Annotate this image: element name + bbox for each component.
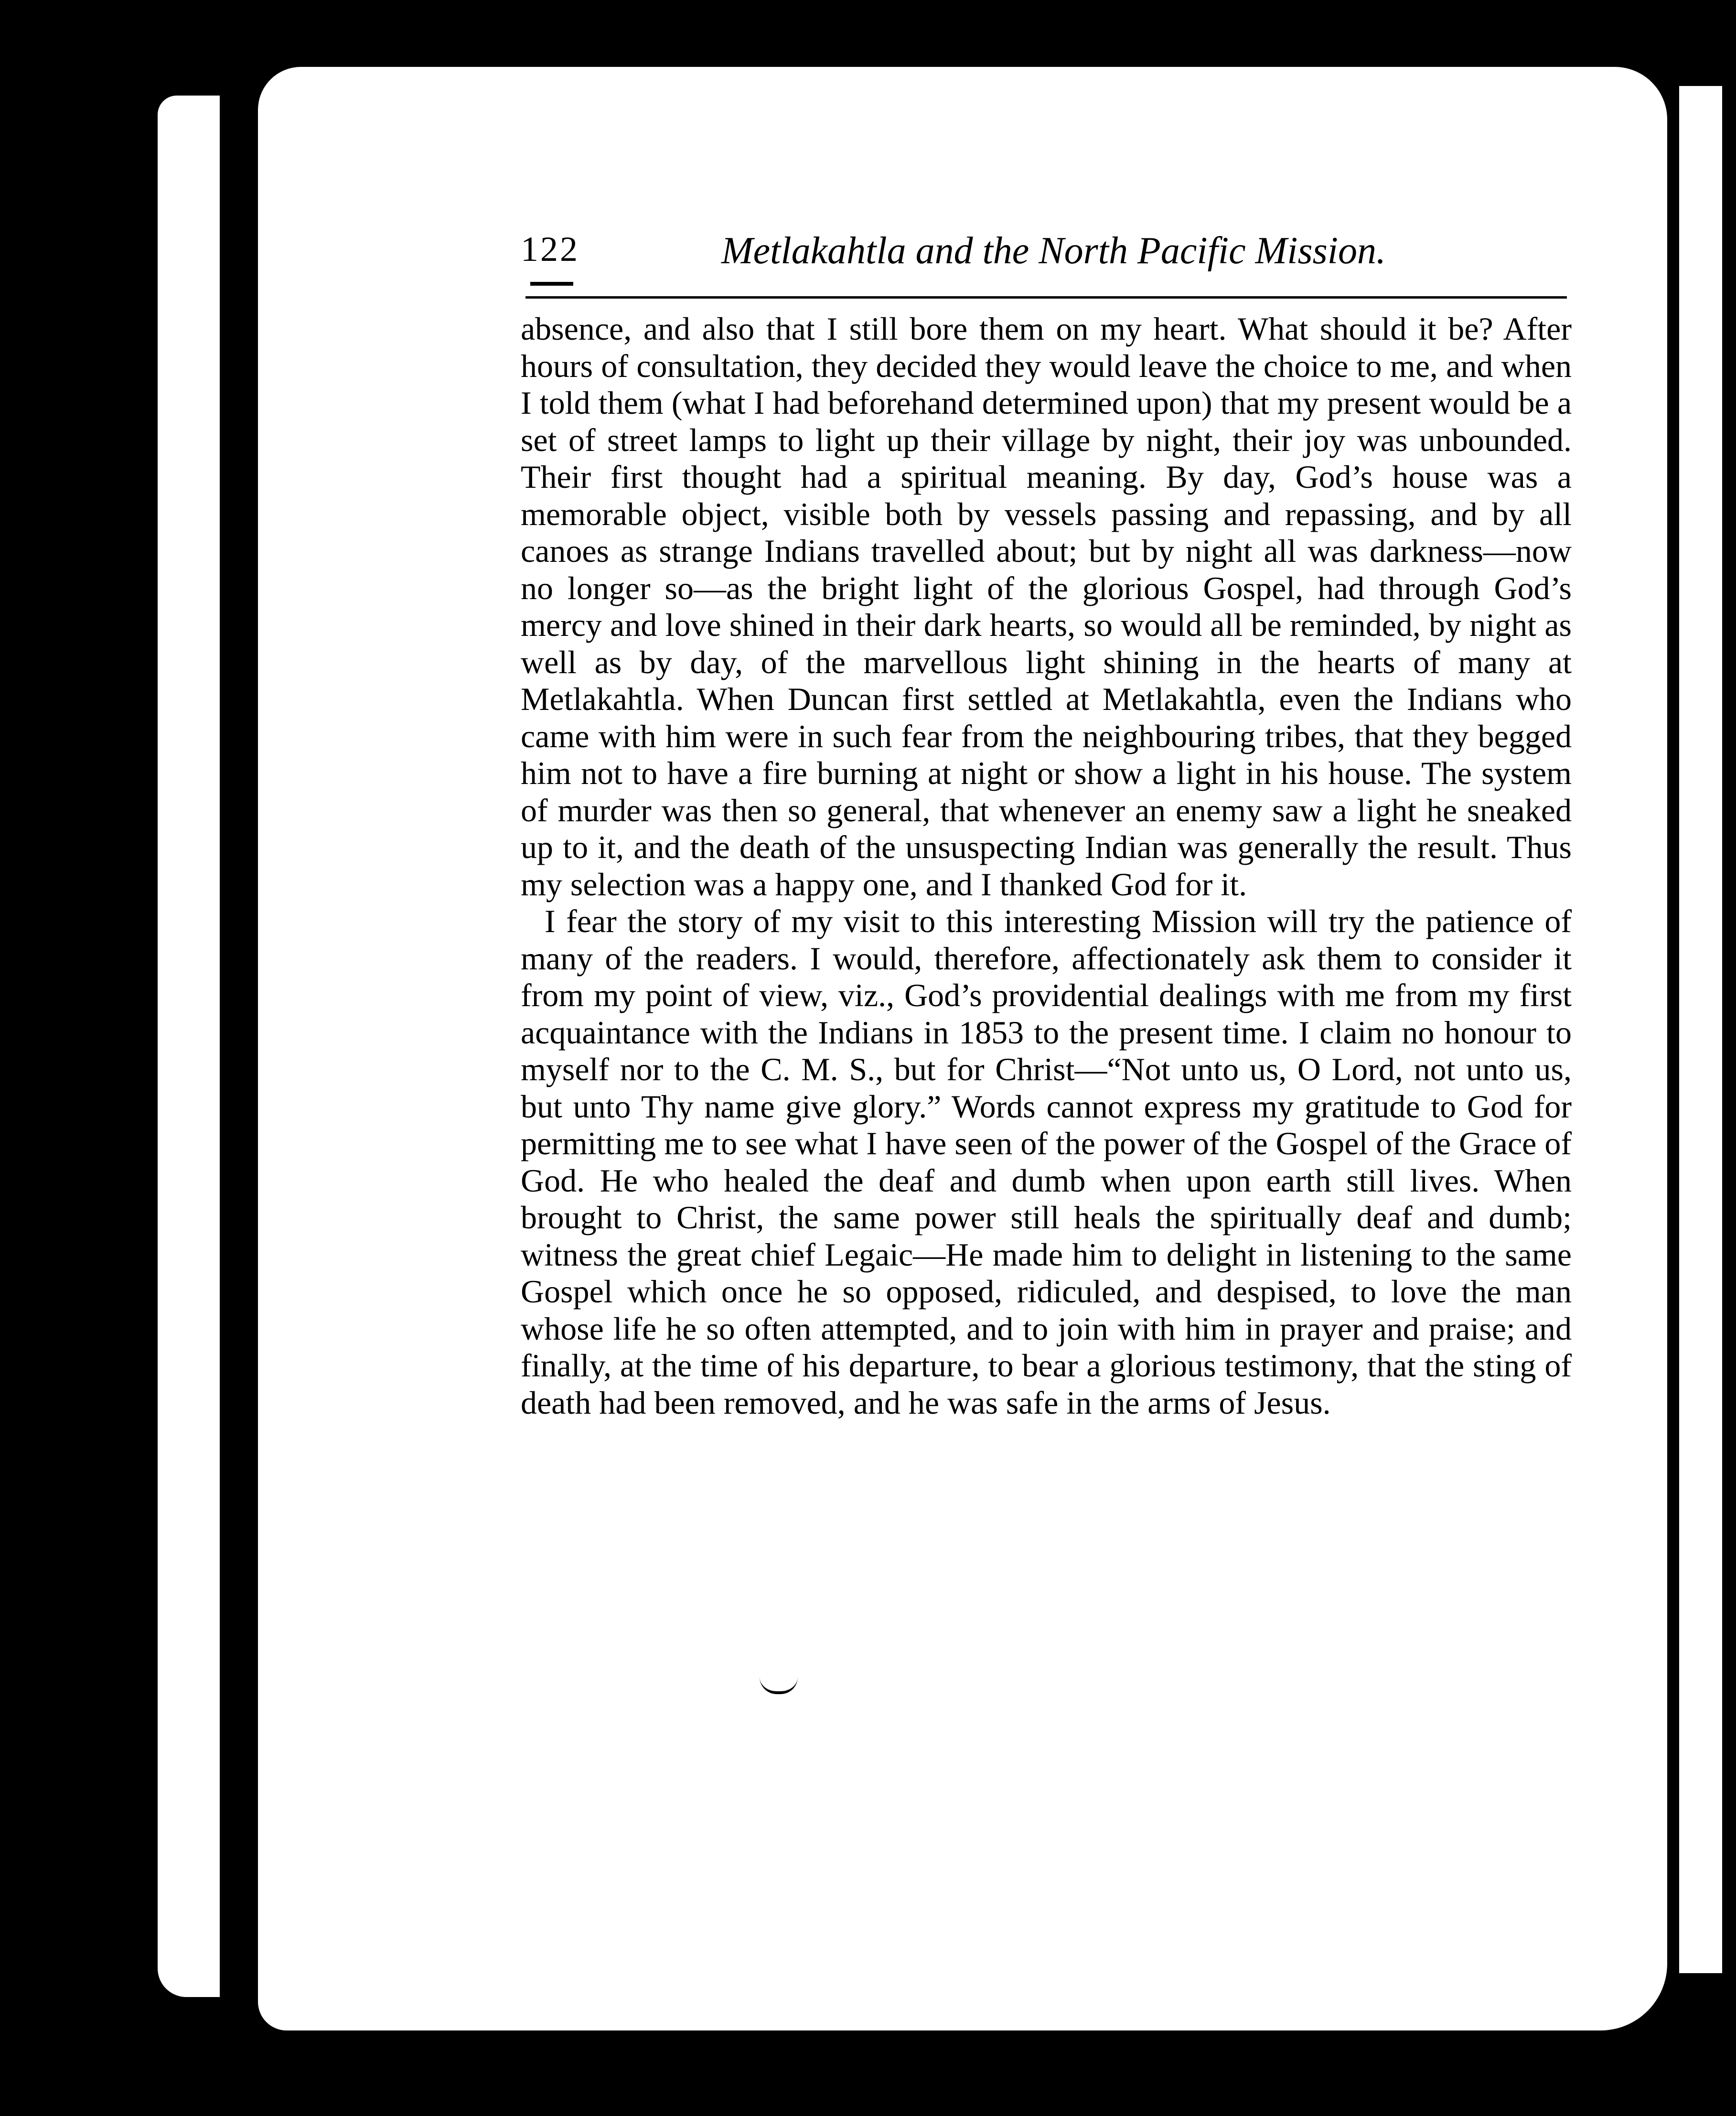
running-head: Metlakahtla and the North Pacific Mission.	[721, 230, 1386, 272]
page-number: 122	[521, 230, 579, 269]
body-text	[521, 311, 1572, 1421]
paragraph: absence, and also that I still bore them on my heart. What should it be? After hours of consultation, they decided they would leave the choice to me, and when I told them (what I had beforehand determined upon) that my present would be a set of street lamps to light up their village by night, their joy was unbounded. Their first thought had a spiritual meaning. By day, God’s house was a memorable object, visible both by vessels passing and repassing, and by all canoes as strange Indians travelled about; but by night all was darkness—now no longer so—as the bright light of the glorious Gospel, had through God’s mercy and love shined in their dark hearts, so would all be reminded, by night as well as by day, of the marvellous light shining in the hearts of many at Metlakahtla. When Duncan first settled at Metlakahtla, even the Indians who came with him were in such fear from the neighbouring tribes, that they begged him not to have a fire burning at night or show a light in his house. The system of murder was then so general, that whenever an enemy saw a light he sneaked up to it, and the death of the unsuspecting Indian was generally the result. Thus my selection was a happy one, and I thanked God for it.	[521, 311, 1572, 902]
page-number-underline	[530, 282, 573, 286]
paragraph: I fear the story of my visit to this interesting Mission will try the patience of many of the readers. I would, therefore, affectionately ask them to consider it from my point of view, viz., God’s providential dealings with me from my first acquaintance with the Indians in 1853 to the present time. I claim no honour to myself nor to the C. M. S., but for Christ—“Not unto us, O Lord, not unto us, but unto Thy name give glory.” Words cannot express my gratitude to God for permitting me to see what I have seen of the power of the Gospel of the Grace of God. He who healed the deaf and dumb when upon earth still lives. When brought to Christ, the same power still heals the spiritually deaf and dumb; witness the great chief Legaic—He made him to delight in listening to the same Gospel which once he so opposed, ridiculed, and despised, to love the man whose life he so often attempted, and to join with him in prayer and praise; and finally, at the time of his departure, to bear a glorious testimony, that the sting of death had been removed, and he was safe in the arms of Jesus.	[521, 903, 1572, 1421]
page-header	[521, 229, 1572, 291]
binding-shadow	[225, 76, 253, 2011]
next-page-edge	[1679, 86, 1722, 1973]
book-binding-edge	[158, 96, 220, 1997]
header-rule	[525, 296, 1567, 299]
